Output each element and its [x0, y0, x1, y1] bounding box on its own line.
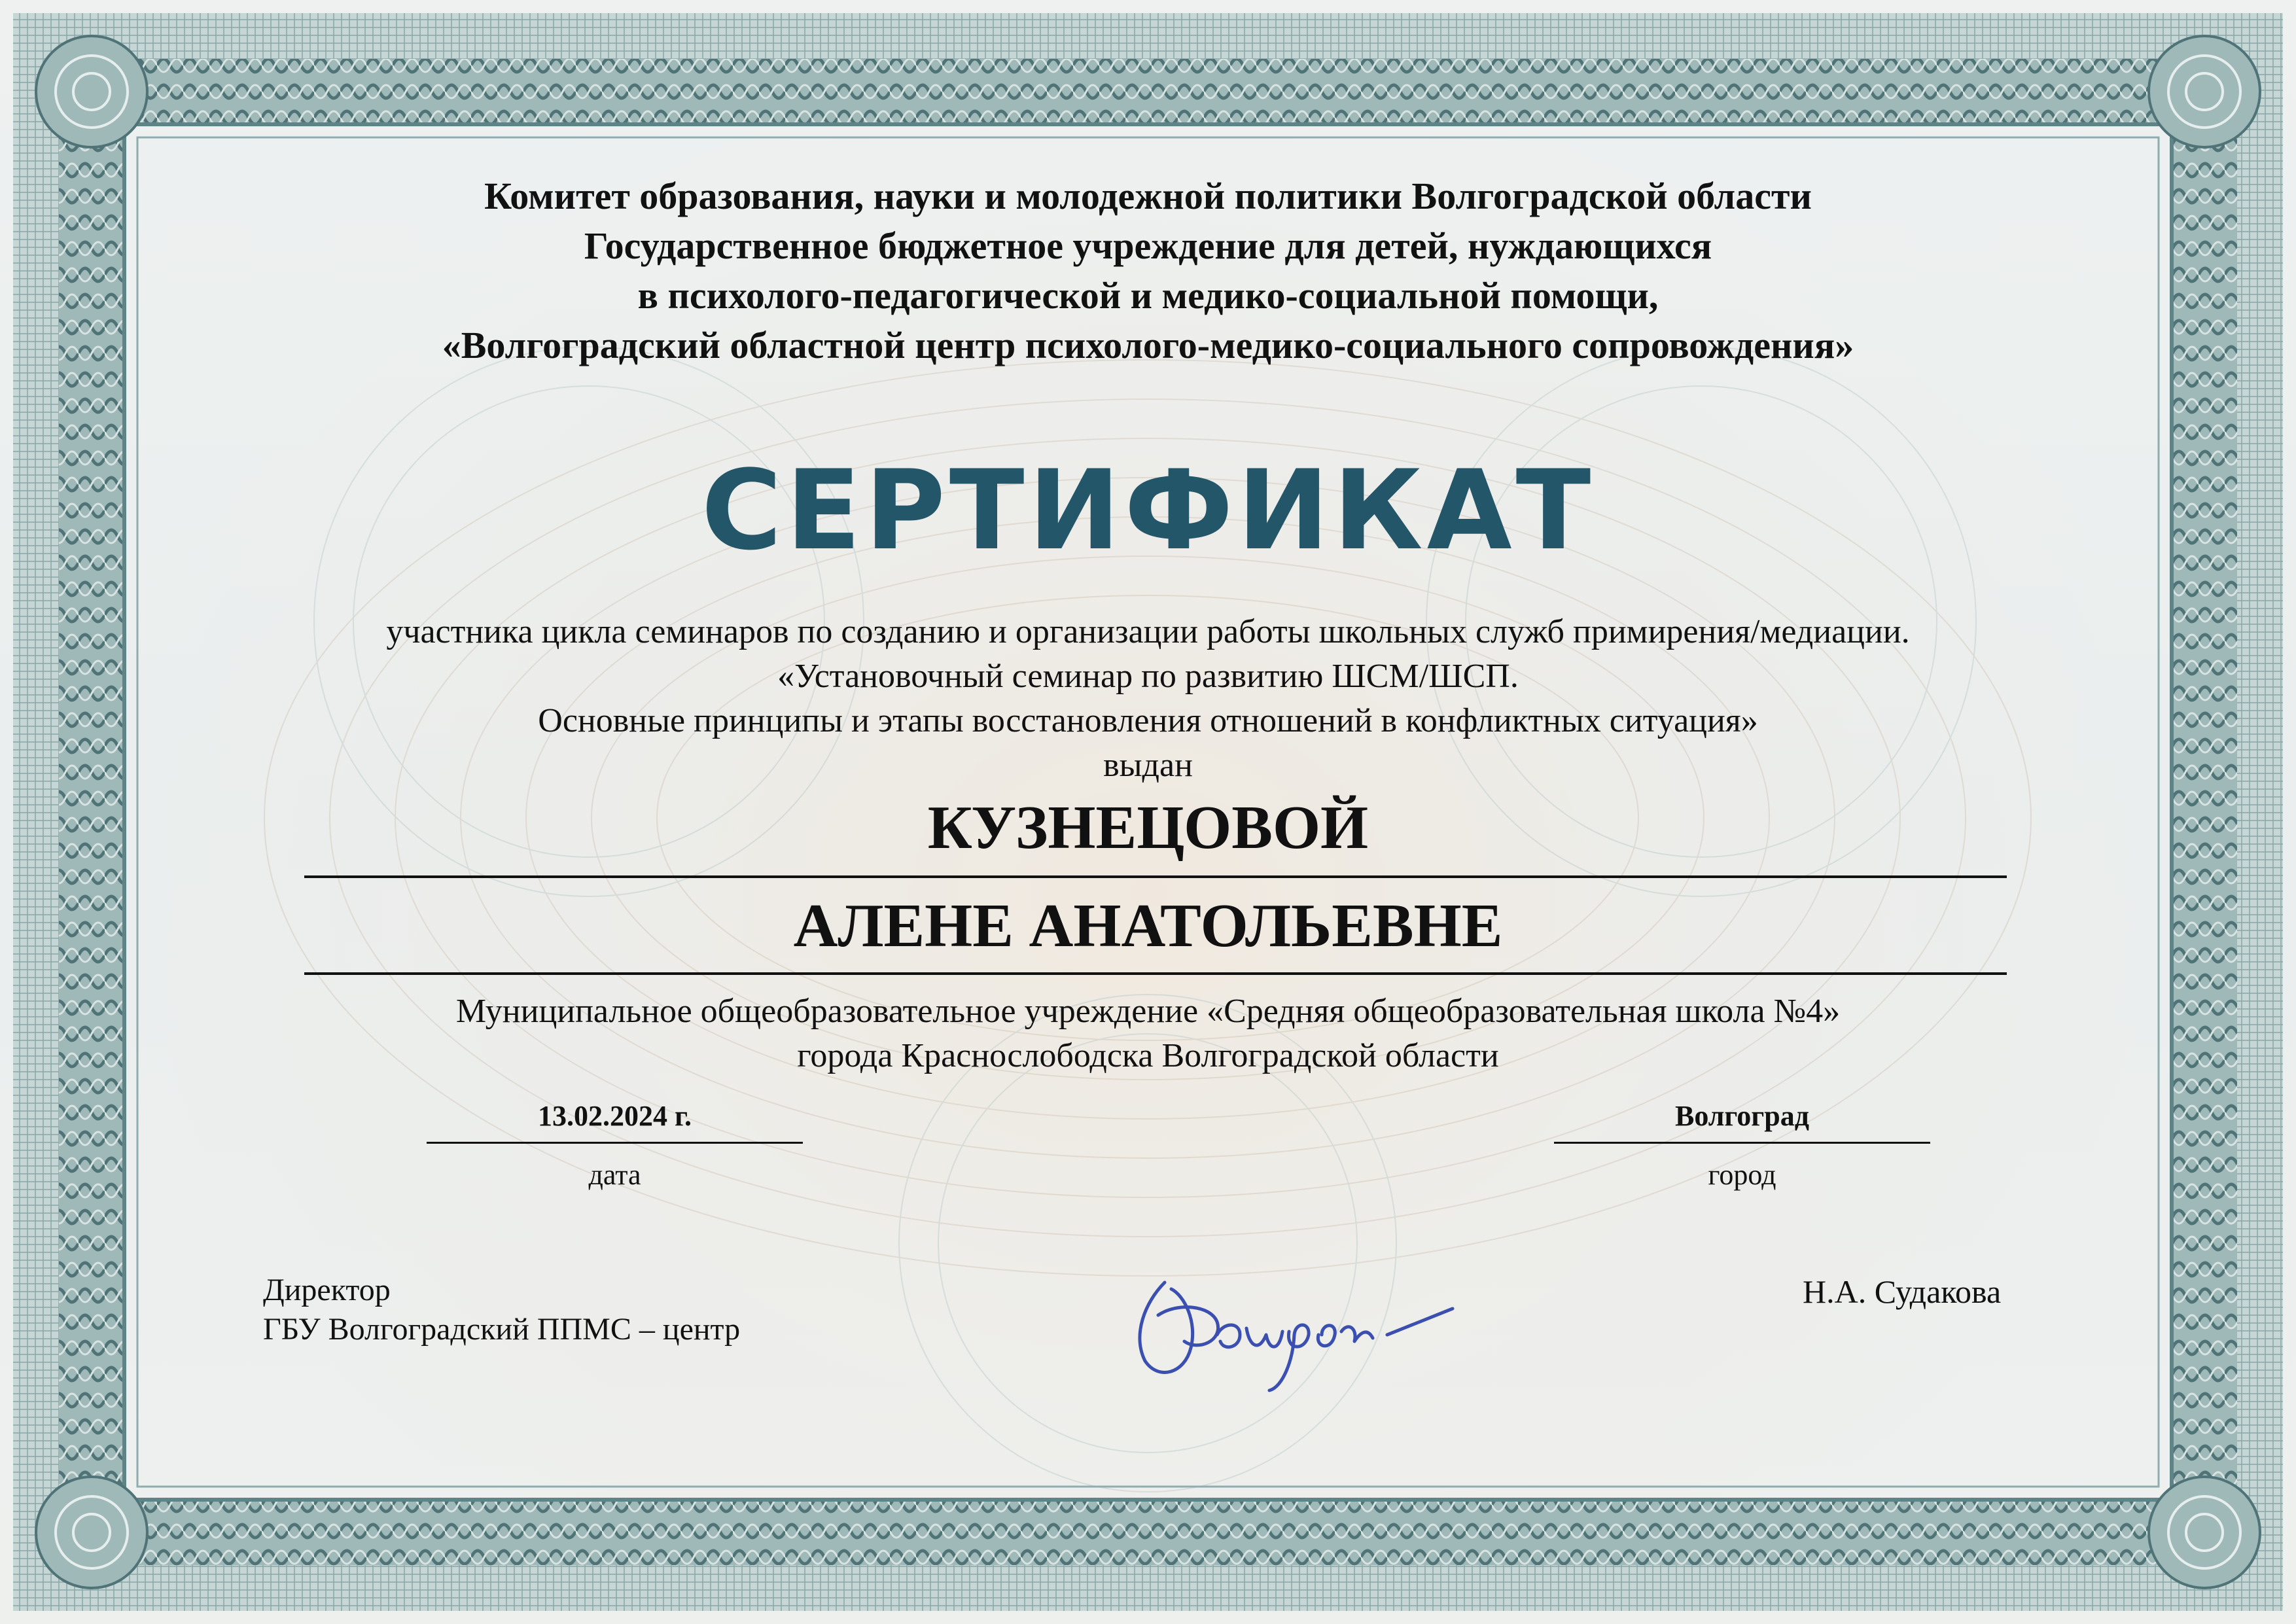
- org-line-3: в психолого-педагогической и медико-социальной помощи,: [637, 274, 1659, 317]
- certificate-description: [0, 610, 2296, 788]
- recipient-given-names: АЛЕНЕ АНАТОЛЬЕВНЕ: [793, 892, 1503, 960]
- school-line-1: Муниципальное общеобразовательное учреждение «Средняя общеобразовательная школа №4»: [455, 993, 1841, 1030]
- signatory-position-line-2: ГБУ Волгоградский ППМС – центр: [263, 1312, 741, 1347]
- signatory-position: [263, 1271, 740, 1349]
- school-line-2: города Краснослободска Волгоградской области: [797, 1037, 1499, 1074]
- org-line-2: Государственное бюджетное учреждение для детей, нуждающихся: [584, 224, 1712, 267]
- description-line-2: «Установочный семинар по развитию ШСМ/ШСП.: [777, 658, 1519, 695]
- city-value: Волгоград: [1674, 1100, 1810, 1132]
- recipient-school: [0, 989, 2296, 1078]
- signatory-name: Н.А. Судакова: [1803, 1273, 2002, 1310]
- surname-underline: [304, 875, 2007, 878]
- date-underline: [427, 1142, 803, 1144]
- certificate-title: СЕРТИФИКАТ: [701, 446, 1595, 574]
- handwritten-signature: [1119, 1243, 1459, 1413]
- signatory-position-line-1: Директор: [263, 1273, 391, 1307]
- recipient-surname: КУЗНЕЦОВОЙ: [927, 794, 1369, 862]
- issuing-organization: [0, 171, 2296, 370]
- description-line-3: Основные принципы и этапы восстановления отношений в конфликтных ситуация»: [538, 702, 1758, 739]
- date-value: 13.02.2024 г.: [537, 1100, 692, 1132]
- city-label: город: [1708, 1159, 1776, 1191]
- description-line-4: выдан: [1103, 747, 1193, 784]
- date-label: дата: [588, 1159, 641, 1191]
- city-underline: [1554, 1142, 1930, 1144]
- description-line-1: участника цикла семинаров по созданию и организации работы школьных служб примирения/медиации.: [386, 613, 1910, 650]
- org-line-1: Комитет образования, науки и молодежной политики Волгоградской области: [484, 175, 1812, 217]
- org-line-4: «Волгоградский областной центр психолого-медико-социального сопровождения»: [442, 324, 1854, 366]
- given-names-underline: [304, 972, 2007, 975]
